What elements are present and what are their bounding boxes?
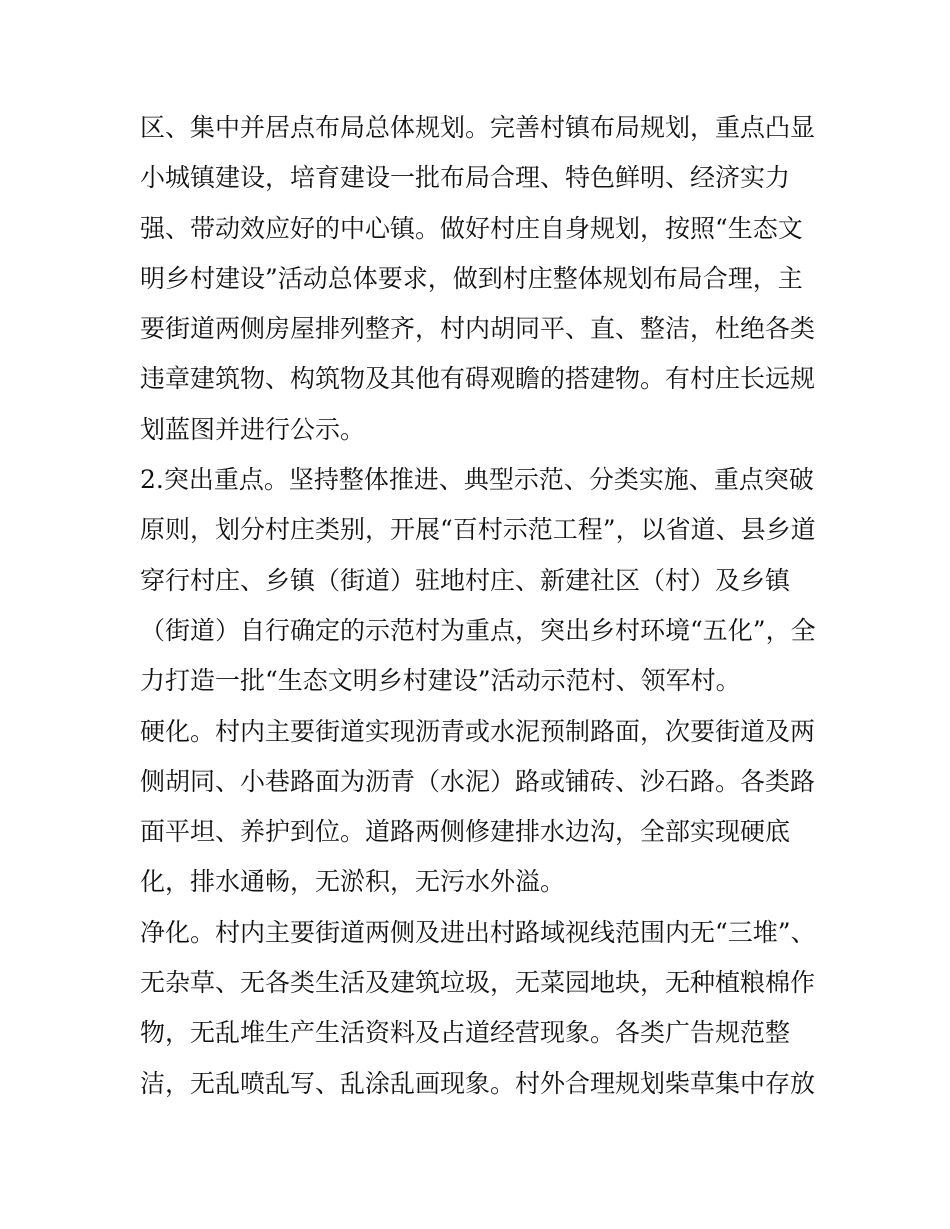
text-line-20: 洁，无乱喷乱写、乱涂乱画现象。村外合理规划柴草集中存放: [140, 1068, 816, 1098]
text-line-17: 净化。村内主要街道两侧及进出村路域视线范围内无“三堆”、: [140, 917, 816, 947]
document-body: [140, 103, 830, 1109]
text-line-19: 物，无乱堆生产生活资料及占道经营现象。各类广告规范整: [140, 1018, 791, 1048]
text-line-14: 侧胡同、小巷路面为沥青（水泥）路或铺砖、沙石路。各类路: [140, 766, 816, 796]
text-line-2: 小城镇建设，培育建设一批布局合理、特色鲜明、经济实力: [140, 163, 791, 193]
text-line-12: 力打造一批“生态文明乡村建设”活动示范村、领军村。: [140, 666, 741, 696]
text-line-5: 要街道两侧房屋排列整齐，村内胡同平、直、整洁，杜绝各类: [140, 314, 816, 344]
text-line-8: 2.突出重点。坚持整体推进、典型示范、分类实施、重点突破: [140, 465, 814, 495]
text-line-3: 强、带动效应好的中心镇。做好村庄自身规划，按照“生态文: [140, 213, 803, 243]
text-line-4: 明乡村建设”活动总体要求，做到村庄整体规划布局合理，主: [140, 263, 803, 293]
text-line-18: 无杂草、无各类生活及建筑垃圾，无菜园地块，无种植粮棉作: [140, 968, 816, 998]
text-line-10: 穿行村庄、乡镇（街道）驻地村庄、新建社区（村）及乡镇: [140, 565, 791, 595]
text-line-6: 违章建筑物、构筑物及其他有碍观瞻的搭建物。有村庄长远规: [140, 364, 816, 394]
text-line-13: 硬化。村内主要街道实现沥青或水泥预制路面，次要街道及两: [140, 716, 816, 746]
text-line-15: 面平坦、养护到位。道路两侧修建排水边沟，全部实现硬底: [140, 817, 791, 847]
text-line-9: 原则，划分村庄类别，开展“百村示范工程”，以省道、县乡道: [140, 515, 816, 545]
text-line-16: 化，排水通畅，无淤积，无污水外溢。: [140, 867, 566, 897]
text-line-1: 区、集中并居点布局总体规划。完善村镇布局规划，重点凸显: [140, 113, 816, 142]
text-line-11: （街道）自行确定的示范村为重点，突出乡村环境“五化”，全: [140, 615, 816, 645]
text-line-7: 划蓝图并进行公示。: [140, 414, 366, 444]
